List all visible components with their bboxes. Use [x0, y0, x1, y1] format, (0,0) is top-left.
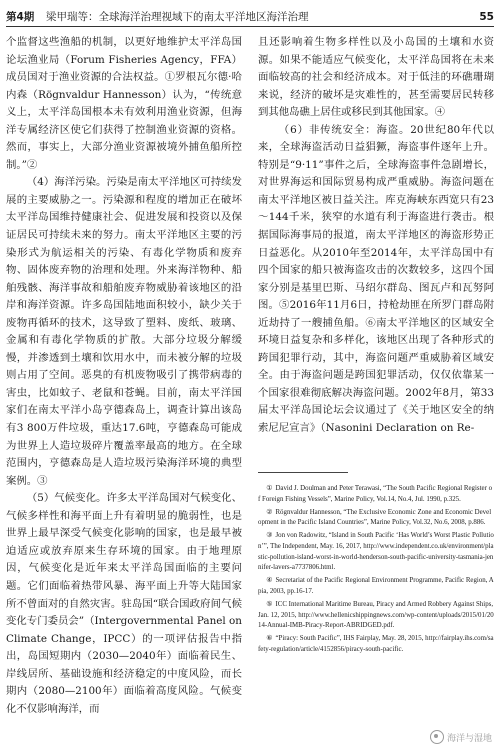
running-title: 梁甲瑞等：全球海洋治理视域下的南太平洋地区海洋治理 — [46, 11, 309, 23]
page-number: 55 — [479, 11, 494, 23]
paragraph-fisheries-cont: 个监督这些渔船的机制，以更好地维护太平洋岛国论坛渔业局（Forum Fisheries Agency，FFA）成员国对于渔业资源的合法权益。①罗根瓦尔德·哈内森（Rögnvaldur Hannesson）认为，“传统意义上，太平洋岛国根本未有效利用渔业资源，但海洋专属经济区使它们获得了控制渔业资源的资格。然而，事实上，大部分渔业资源被境外捕鱼船所控制。”② — [6, 36, 242, 171]
footnote-text: Secretariat of the Pacific Regional Environment Programme, Pacific Region, Apia, 2003, pp.16-17. — [258, 577, 494, 595]
footnote — [258, 484, 494, 505]
footnote-mark: ② — [266, 508, 273, 516]
footnote-divider — [258, 472, 348, 473]
footnote-text: Rögnvaldur Hannesson, “The Exclusive Economic Zone and Economic Development in the Pacific Island Countries”, Marine Policy, Vol.32, No.6, 2008, p.886. — [258, 508, 492, 527]
paragraph-piracy: （6）非传统安全：海盗。20世纪80年代以来，全球海盗活动日益猖獗，海盗事件逐年上升。特别是“9·11”事件之后，全球海盗事件急剧增长，对世界海运和国际贸易构成严重威胁。海盗问题在南太平洋地区被日益关注。库克海峡东西宽只有23～144千米，狭窄的水道有利于海盗进行袭击。根据国际海事局的报道，南太平洋地区的海盗形势正日益恶化。从2010年至2014年，太平洋岛国中有四个国家的船只被海盗攻击的次数较多，这四个国家分别是基里巴斯、马绍尔群岛、图瓦卢和瓦努阿图。⑤2016年11月6日，持枪劫匪在所罗门群岛附近劫持了一艘捕鱼船。⑥南太平洋地区的区域安全环境日益复杂和多样化，该地区出现了各种形式的跨国犯罪行动，其中，海盗问题严重威胁着区域安全。由于海盗问题是跨国犯罪活动，仅仅依靠某一个国家很难彻底解决海盗问题。2002年8月，第33届太平洋岛国论坛会议通过了《关于地区安全的纳索尼尼宣言》（Nasonini Declaration on Re- — [258, 123, 494, 435]
wechat-icon — [430, 730, 444, 744]
right-column — [258, 34, 494, 438]
footnote — [258, 508, 494, 529]
footnote-text: David J. Doulman and Peter Terawasi, “The South Pacific Regional Register of Foreign Fishing Vessels”, Marine Policy, Vol.14, No.4, Jul. 1990, p.325. — [258, 485, 493, 503]
footnotes — [258, 484, 494, 658]
footnote — [258, 576, 494, 597]
footnote — [258, 531, 494, 573]
issue-number: 第4期 — [6, 11, 35, 23]
footnote-text: ICC International Maritime Bureau, Piracy and Armed Robbery Against Ships, Jan. 12, 2015, http://www.hellenicshippingnews.com/wp-content/uploads/2015/01/2014-Annual-IMB-Piracy-Report-ABRIDGED.pdf. — [258, 600, 494, 630]
footnote-mark: ③ — [266, 532, 273, 540]
footnote — [258, 634, 494, 655]
paragraph-marine-pollution: （4）海洋污染。污染是南太平洋地区可持续发展的主要威胁之一。污染源和程度的增加正在破坏太平洋岛国维持健康社会、促进发展和投资以及保证居民可持续未来的努力。南太平洋地区主要的污染形式为航运相关的污染、有毒化学物质和废弃物、固体废弃物的治理和处理。外来海洋物种、船舶残骸、海洋事故和船舶废弃物威胁着该地区的沿岸和海洋资源。许多岛国陆地面积较小，缺少关于废物再循环的技术，这导致了塑料、废纸、玻璃、金属和有毒化学物质的扩散。大部分垃圾分解缓慢，并渗透到土壤和饮用水中，而未被分解的垃圾则占用了空间。恶臭的有机废物吸引了携带病毒的害虫，比如蚊子、老鼠和苍蝇。目前，南太平洋国家们在南太平洋小岛亨德森岛上，调查计算出该岛有3 800万件垃圾，重达17.6吨，亨德森岛可能成为世界上人造垃圾碎片覆盖率最高的地方。在全球范围内，亨德森岛是人造垃圾污染海洋环境的典型案例。③ — [6, 176, 242, 487]
footnote-text: Jon von Radowitz, “Island in South Pacific ‘Has World’s Worst Plastic Pollution’”, The Independent, May. 16, 2017, http://www.independent.co.uk/environment/plastic-pollution-island-worst-in-world-henderson-south-pacific-university-tasmania-jennifer-lavers-a7737806.html. — [258, 532, 494, 572]
footnote-mark: ⑤ — [266, 600, 273, 608]
watermark-text: 海洋与湿地 — [446, 733, 492, 744]
footnote — [258, 600, 494, 632]
left-column — [6, 34, 242, 718]
watermark — [430, 730, 492, 744]
footnote-mark: ⑥ — [266, 635, 273, 643]
footnote-mark: ④ — [266, 577, 273, 585]
paragraph-climate-cont: 且还影响着生物多样性以及小岛国的土壤和水资源。如果不能适应气候变化，太平洋岛国将在未来面临较高的社会和经济成本。对于低洼的环礁珊瑚来说，经济的破坏是灾难性的，甚至需要居民转移到其他岛礁上居住或移民到其他国家。④ — [258, 36, 494, 119]
paragraph-climate-change: （5）气候变化。许多太平洋岛国对气候变化、气候多样性和海平面上升有着明显的脆弱性，也是世界上最早深受气候变化影响的国家，也是最早被迫适应或放弃原来生存环境的国家。由于地理原因，气候变化是近年来太平洋岛国面临的主要问题。它们面临着热带风暴、海平面上升等大陆国家所不曾面对的自然灾害。驻岛国“联合国政府间气候变化专门委员会”（Intergovernmental Panel on Climate Change，IPCC）的一项评估报告中指出，岛国短期内（2030—2040年）面临着民生、岸线居所、基础设施和经济稳定的中度风险，而长期内（2080—2100年）面临着高度风险。气候变化不仅影响海洋，而 — [6, 492, 242, 715]
page-header — [6, 8, 494, 27]
footnote-mark: ① — [266, 485, 273, 492]
footnote-text: “Piracy: South Pacific”, IHS Fairplay, May. 28, 2015, http://fairplay.ihs.com/safety-regulation/article/4152856/piracy-south-pacific. — [258, 635, 494, 653]
